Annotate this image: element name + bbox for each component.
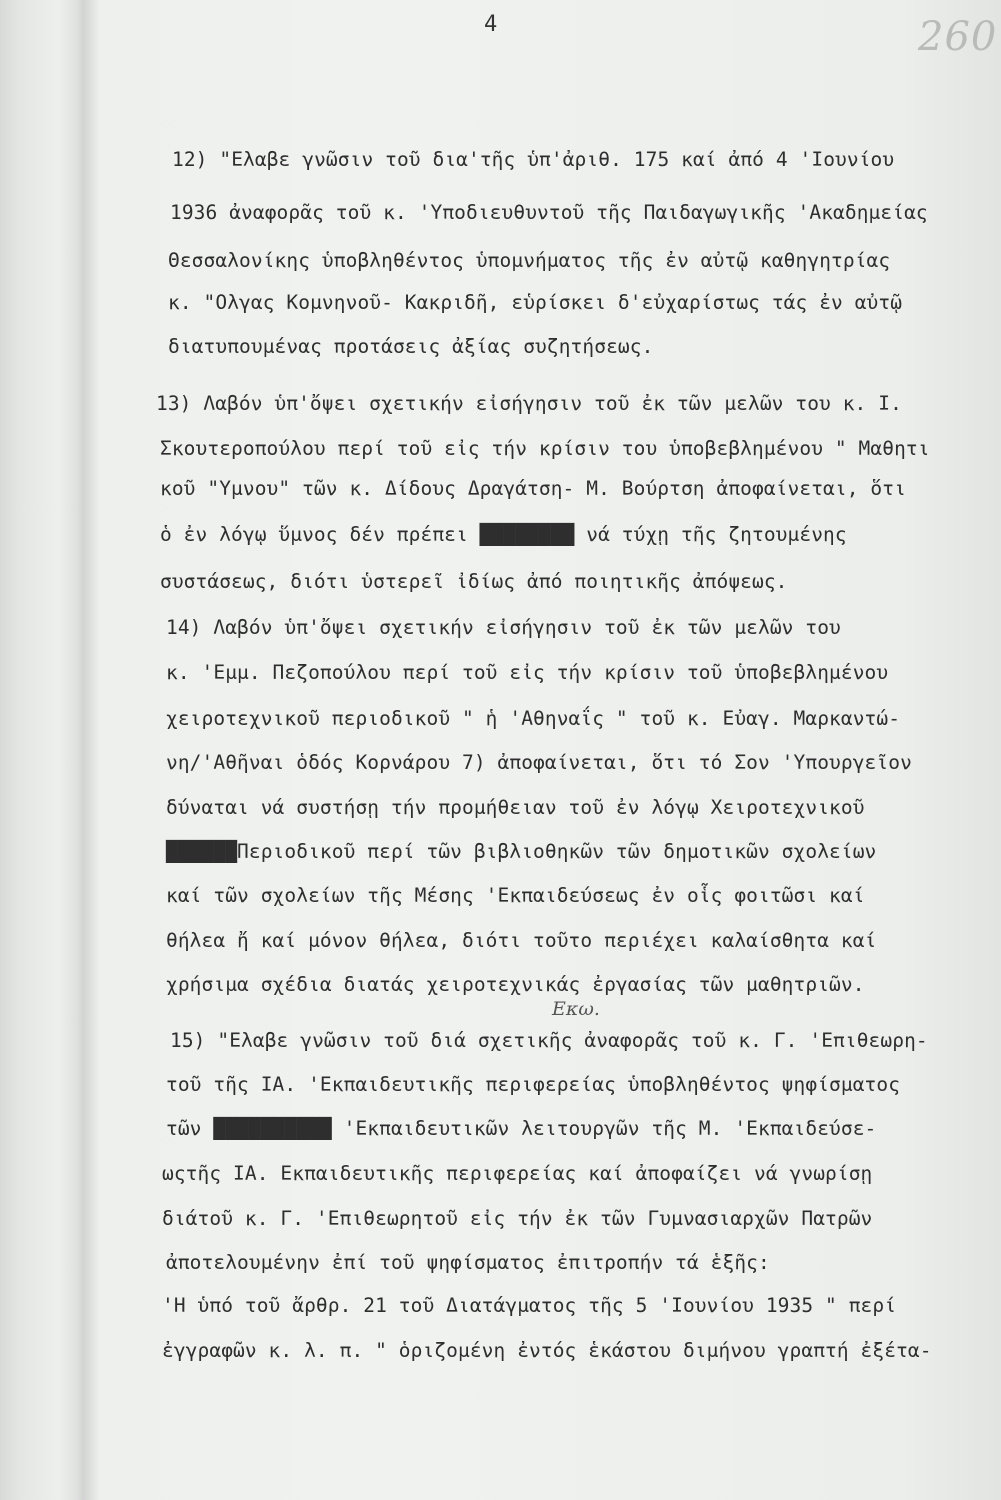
handwritten-page-number: 260 (918, 14, 998, 60)
text-line: κοῦ "Υμνου" τῶν κ. Δίδους Δραγάτση- Μ. Βούρτση ἀποφαίνεται, ὅτι (160, 477, 906, 500)
text-line: τῶν ██████████ 'Εκπαιδευτικῶν λειτουργῶν τῆς Μ. 'Εκπαιδεύσε- (166, 1117, 877, 1140)
text-line: χειροτεχνικοῦ περιοδικοῦ " ἡ 'Αθηναΐς " τοῦ κ. Εὐαγ. Μαρκαντώ- (166, 707, 901, 730)
text-line: κ. "Ολγας Κομνηνοῦ- Κακριδῆ, εὑρίσκει δ'εὐχαρίστως τάς ἐν αὐτῷ (168, 291, 903, 314)
text-line: Θεσσαλονίκης ὑποβληθέντος ὑπομνήματος τῆς ἐν αὐτῷ καθηγητρίας (168, 249, 891, 272)
text-line: 13) Λαβόν ὑπ'ὄψει σχετικήν εἰσήγησιν τοῦ ἐκ τῶν μελῶν του κ. Ι. (156, 392, 902, 415)
text-line: Σκουτεροπούλου περί τοῦ εἰς τήν κρίσιν του ὑποβεβλημένου " Μαθητι (160, 437, 930, 460)
text-line: ἀποτελουμένην ἐπί τοῦ ψηφίσματος ἐπιτροπήν τά ἑξῆς: (166, 1251, 770, 1274)
text-line: 'Η ὑπό τοῦ ἄρθρ. 21 τοῦ Διατάγματος τῆς 5 'Ιουνίου 1935 " περί (162, 1294, 897, 1317)
text-line: τοῦ τῆς ΙΑ. 'Εκπαιδευτικῆς περιφερείας ὑποβληθέντος ψηφίσματος (166, 1073, 901, 1096)
text-line: ωςτῆς ΙΑ. Εκπαιδευτικῆς περιφερείας καί ἀποφαίζει νά γνωρίσῃ (162, 1162, 873, 1185)
text-line: συστάσεως, διότι ὑστερεῖ ἰδίως ἀπό ποιητικῆς ἀπόψεως. (160, 570, 788, 593)
text-line: διάτοῦ κ. Γ. 'Επιθεωρητοῦ εἰς τήν ἐκ τῶν Γυμνασιαρχῶν Πατρῶν (162, 1207, 873, 1230)
text-line: ██████Περιοδικοῦ περί τῶν βιβλιοθηκῶν τῶν δημοτικῶν σχολείων (166, 840, 877, 863)
text-line: θήλεα ἤ καί μόνον θήλεα, διότι τοῦτο περιέχει καλαίσθητα καί (166, 929, 877, 952)
text-line: 15) "Ελαβε γνῶσιν τοῦ διά σχετικῆς ἀναφορᾶς τοῦ κ. Γ. 'Επιθεωρη- (170, 1029, 928, 1052)
text-line: 1936 ἀναφορᾶς τοῦ κ. 'Υποδιευθυντοῦ τῆς Παιδαγωγικῆς 'Ακαδημείας (170, 201, 928, 224)
page-number: 4 (484, 12, 498, 37)
text-line: κ. 'Εμμ. Πεζοπούλου περί τοῦ εἰς τήν κρίσιν τοῦ ὑποβεβλημένου (166, 661, 889, 684)
text-line: ἐγγραφῶν κ. λ. π. " ὁριζομένη ἐντός ἑκάστου διμήνου γραπτή ἐξέτα- (162, 1339, 932, 1362)
text-line: καί τῶν σχολείων τῆς Μέσης 'Εκπαιδεύσεως ἐν οἷς φοιτῶσι καί (166, 884, 865, 907)
handwritten-annotation: Εκω. (552, 998, 600, 1020)
text-line: νη/'Αθῆναι ὁδός Κορνάρου 7) ἀποφαίνεται, ὅτι τό Σον 'Υπουργεῖον (166, 751, 912, 774)
text-line: 12) "Ελαβε γνῶσιν τοῦ δια'τῆς ὑπ'ἀριθ. 175 καί ἀπό 4 'Ιουνίου (172, 148, 895, 171)
text-line: ὁ ἐν λόγῳ ὕμνος δέν πρέπει ████████ νά τύχῃ τῆς ζητουμένης (160, 523, 847, 546)
text-line: διατυπουμένας προτάσεις ἀξίας συζητήσεως. (168, 335, 654, 358)
text-line: 14) Λαβόν ὑπ'ὄψει σχετικήν εἰσήγησιν τοῦ ἐκ τῶν μελῶν του (166, 616, 841, 639)
page-fold-shadow (58, 0, 100, 1500)
text-line: χρήσιμα σχέδια διατάς χειροτεχνικάς ἐργασίας τῶν μαθητριῶν. (166, 973, 865, 996)
text-line: δύναται νά συστήσῃ τήν προμήθειαν τοῦ ἐν λόγῳ Χειροτεχνικοῦ (166, 796, 865, 819)
